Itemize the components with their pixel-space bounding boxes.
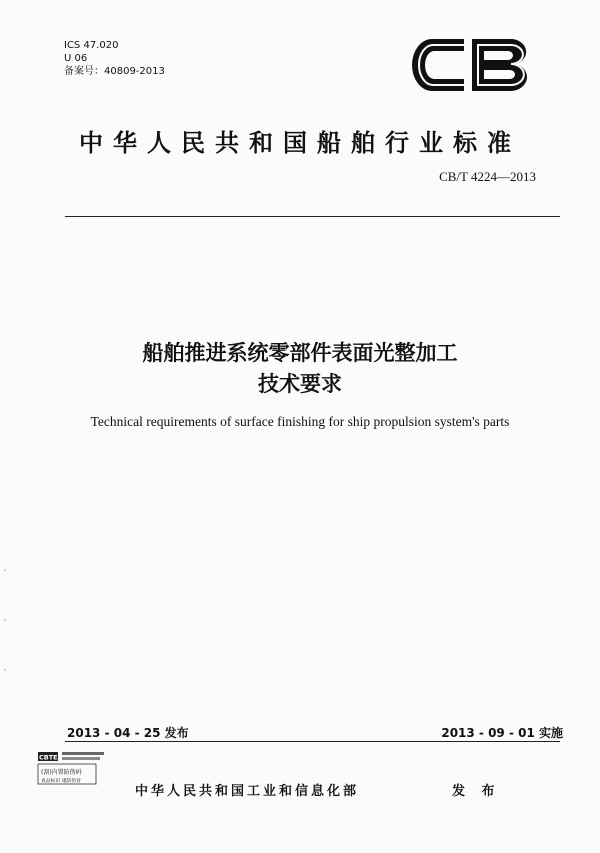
- stamp-line-code: (刮)内置防伪码: [41, 769, 82, 776]
- implementation-date: 2013 - 09 - 01 实施: [441, 726, 563, 740]
- anti-counterfeit-stamp: [36, 740, 110, 796]
- footer-divider: [65, 741, 560, 742]
- cb-logo-graphic: [408, 33, 536, 97]
- issuing-authority: 中华人民共和国工业和信息化部: [135, 784, 360, 799]
- document-title-line1: 船舶推进系统零部件表面光整加工: [142, 341, 458, 365]
- english-title: Technical requirements of surface finishing for ship propulsion system's parts: [90, 414, 510, 429]
- header-divider: [65, 216, 560, 217]
- standard-code: CB/T 4224—2013: [439, 169, 536, 184]
- document-title-line2: 技术要求: [258, 372, 342, 396]
- ics-code: ICS 47.020: [64, 40, 119, 51]
- stamp-graphic: [36, 740, 110, 796]
- stamp-line-authentic: 真品标识 谨防伪冒: [41, 779, 81, 784]
- stamp-brand: CBTEC: [39, 753, 63, 762]
- issue-date: 2013 - 04 - 25 发布: [67, 726, 189, 740]
- scan-edge-marks: [4, 560, 6, 680]
- ccs-code: U 06: [64, 53, 88, 64]
- issue-label: 发 布: [452, 784, 501, 799]
- record-number: 备案号：40809-2013: [64, 66, 165, 77]
- standard-category-title: 中华人民共和国船舶行业标准: [79, 129, 521, 157]
- cb-logo: [408, 33, 536, 97]
- scan-dots-graphic: [4, 560, 6, 680]
